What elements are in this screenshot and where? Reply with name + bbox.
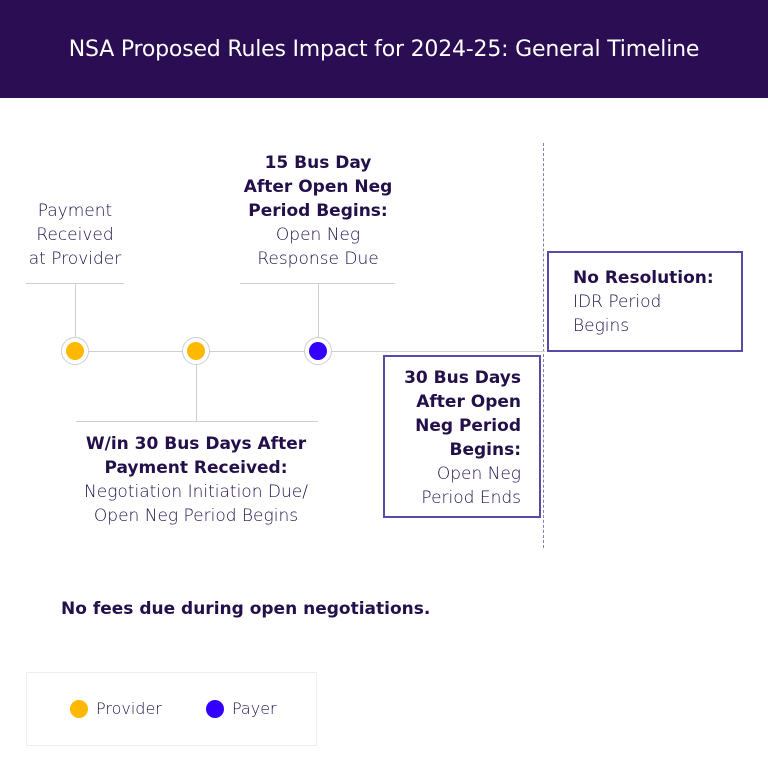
- label-heading: Begins:: [449, 440, 521, 460]
- legend-item-payer: [206, 699, 277, 718]
- initiation-marker: [182, 337, 210, 365]
- label-heading: Period Begins:: [248, 201, 388, 221]
- legend-label: Provider: [96, 699, 162, 718]
- label-line: Received: [36, 225, 114, 245]
- legend-item-provider: [70, 699, 162, 718]
- provider-dot-icon: [187, 342, 205, 360]
- legend-label: Payer: [232, 699, 277, 718]
- label-line: Begins: [573, 316, 630, 336]
- period-end-box: [383, 355, 541, 518]
- payment-marker: [61, 337, 89, 365]
- label-heading: Payment Received:: [104, 458, 288, 478]
- idr-divider: [543, 143, 544, 548]
- payment-label: [10, 199, 140, 271]
- label-heading: No Resolution:: [573, 268, 714, 288]
- label-heading: W/in 30 Bus Days After: [85, 434, 307, 454]
- legend: [26, 672, 317, 746]
- initiation-label-rule: [76, 421, 318, 422]
- idr-box: [547, 251, 743, 352]
- fees-note: No fees due during open negotiations.: [61, 599, 431, 619]
- provider-dot-icon: [70, 700, 88, 718]
- label-line: Open Neg: [275, 225, 361, 245]
- label-line: Negotiation Initiation Due/: [84, 482, 308, 502]
- label-heading: Neg Period: [415, 416, 521, 436]
- label-line: Response Due: [257, 249, 379, 269]
- label-heading: 15 Bus Day: [264, 153, 372, 173]
- payer-dot-icon: [309, 342, 327, 360]
- label-line: Open Neg Period Begins: [93, 506, 299, 526]
- response-marker: [304, 337, 332, 365]
- label-heading: After Open Neg: [243, 177, 393, 197]
- initiation-label: [46, 432, 346, 528]
- payer-dot-icon: [206, 700, 224, 718]
- header: [0, 0, 768, 98]
- label-heading: After Open: [416, 392, 521, 412]
- label-line: at Provider: [28, 249, 122, 269]
- provider-dot-icon: [66, 342, 84, 360]
- label-heading: 30 Bus Days: [404, 368, 521, 388]
- label-line: Period Ends: [421, 488, 521, 508]
- page-title: NSA Proposed Rules Impact for 2024-25: General Timeline: [68, 36, 700, 62]
- response-label: [218, 151, 418, 271]
- label-line: IDR Period: [573, 292, 662, 312]
- label-line: Payment: [37, 201, 113, 221]
- label-line: Open Neg: [436, 464, 521, 484]
